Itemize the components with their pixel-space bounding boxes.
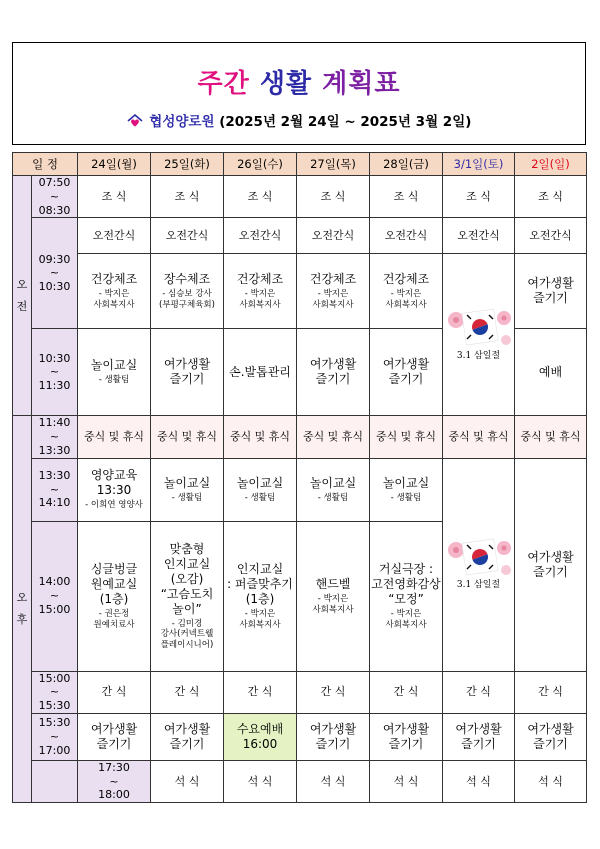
time-breakfast: 07:50 ~ 08:30 (32, 176, 78, 218)
row-dinner (13, 760, 587, 802)
header-day-tue: 25일(화) (151, 153, 224, 176)
cell-breakfast: 조 식 (78, 176, 151, 218)
cell-am-snack: 오전간식 (78, 218, 151, 254)
cell-am-snack: 오전간식 (515, 218, 587, 254)
cell-afternoon-sun: 여가생활 즐기기 (515, 458, 587, 671)
row-morning (13, 254, 587, 329)
cell-morning-wed: 건강체조 - 박지은 사회복지사 (224, 254, 297, 329)
cell-lunch: 중식 및 휴식 (151, 416, 224, 458)
cell-leisure: 여가생활 즐기기 (515, 713, 587, 760)
title-word-plan: 계획표 (322, 69, 401, 99)
header-day-mon: 24일(월) (78, 153, 151, 176)
subtitle (13, 110, 585, 130)
cell-snack: 간 식 (515, 671, 587, 713)
cell-am-snack: 오전간식 (224, 218, 297, 254)
cell-late-morning-wed: 손.발톱관리 (224, 329, 297, 416)
cell-dinner: 석 식 (515, 760, 587, 802)
cell-afternoon-thu: 핸드벨 - 박지은 사회복지사 (297, 521, 370, 671)
header-day-wed: 26일(수) (224, 153, 297, 176)
header-day-sat: 3/1일(토) (443, 153, 515, 176)
cell-am-snack: 오전간식 (443, 218, 515, 254)
time-afternoon: 14:00 ~ 15:00 (32, 521, 78, 671)
cell-morning-sun: 여가생활 즐기기 (515, 254, 587, 329)
cell-am-snack: 오전간식 (370, 218, 443, 254)
samiljeol-flag-image (444, 536, 514, 594)
cell-lunch: 중식 및 휴식 (78, 416, 151, 458)
cell-lunch: 중식 및 휴식 (443, 416, 515, 458)
cell-snack: 간 식 (370, 671, 443, 713)
cell-early-afternoon-mon: 영양교육 13:30 - 이희연 영양사 (78, 458, 151, 521)
page-title (13, 63, 585, 100)
cell-morning-tue: 장수체조 - 심승보 강사 (부평구체육회) (151, 254, 224, 329)
cell-early-afternoon-wed: 놀이교실 - 생활팀 (224, 458, 297, 521)
samiljeol-flag-image (444, 306, 514, 364)
cell-afternoon-tue: 맞춤형 인지교실 (오감) “고슴도치 놀이” - 김미경 강사(커넥트웰 플레이시니어) (151, 521, 224, 671)
holiday-label: 3.1 삼일절 (456, 580, 501, 591)
cell-afternoon-fri: 거실극장 : 고전영화감상 “모정” - 박지은 사회복지사 (370, 521, 443, 671)
cell-wednesday-service: 수요예배 16:00 (224, 713, 297, 760)
row-late-afternoon (13, 713, 587, 760)
cell-breakfast: 조 식 (515, 176, 587, 218)
period-evening-blank (32, 760, 78, 802)
cell-snack: 간 식 (224, 671, 297, 713)
cell-leisure: 여가생활 즐기기 (370, 713, 443, 760)
cell-leisure: 여가생활 즐기기 (443, 713, 515, 760)
date-range: (2025년 2월 24일 ~ 2025년 3월 2일) (219, 114, 472, 130)
cell-early-afternoon-tue: 놀이교실 - 생활팀 (151, 458, 224, 521)
row-lunch (13, 416, 587, 458)
cell-late-morning-tue: 여가생활 즐기기 (151, 329, 224, 416)
cell-lunch: 중식 및 휴식 (297, 416, 370, 458)
header-day-thu: 27일(목) (297, 153, 370, 176)
cell-snack: 간 식 (78, 671, 151, 713)
title-word-life: 생활 (259, 69, 313, 99)
cell-lunch: 중식 및 휴식 (515, 416, 587, 458)
cell-leisure: 여가생활 즐기기 (151, 713, 224, 760)
cell-lunch: 중식 및 휴식 (224, 416, 297, 458)
period-afternoon: 오 후 (13, 416, 32, 803)
cell-holiday-sat-pm (443, 458, 515, 671)
weekly-schedule-table (12, 152, 587, 803)
cell-morning-mon: 건강체조 - 박지은 사회복지사 (78, 254, 151, 329)
cell-afternoon-wed: 인지교실 : 퍼즐맞추기 (1층) - 박지은 사회복지사 (224, 521, 297, 671)
cell-snack: 간 식 (151, 671, 224, 713)
cell-am-snack: 오전간식 (151, 218, 224, 254)
header-day-sun: 2일(일) (515, 153, 587, 176)
time-snack: 15:00 ~ 15:30 (32, 671, 78, 713)
cell-late-morning-sun: 예배 (515, 329, 587, 416)
cell-breakfast: 조 식 (224, 176, 297, 218)
cell-breakfast: 조 식 (297, 176, 370, 218)
time-lunch: 11:40 ~ 13:30 (32, 416, 78, 458)
cell-breakfast: 조 식 (151, 176, 224, 218)
cell-holiday-sat-am (443, 254, 515, 416)
row-am-snack (13, 218, 587, 254)
home-heart-logo-icon (127, 114, 143, 128)
cell-afternoon-mon: 싱글벙글 원예교실 (1층) - 권은정 원예치료사 (78, 521, 151, 671)
organization-name: 협성양로원 (149, 114, 215, 130)
header-row (13, 153, 587, 176)
cell-lunch: 중식 및 휴식 (370, 416, 443, 458)
cell-snack: 간 식 (297, 671, 370, 713)
cell-late-morning-fri: 여가생활 즐기기 (370, 329, 443, 416)
cell-late-morning-mon: 놀이교실 - 생활팀 (78, 329, 151, 416)
title-box (12, 42, 586, 145)
cell-early-afternoon-fri: 놀이교실 - 생활팀 (370, 458, 443, 521)
title-word-weekly: 주간 (197, 69, 250, 99)
row-breakfast (13, 176, 587, 218)
cell-early-afternoon-thu: 놀이교실 - 생활팀 (297, 458, 370, 521)
cell-leisure: 여가생활 즐기기 (297, 713, 370, 760)
time-dinner: 17:30 ~ 18:00 (78, 760, 151, 802)
time-early-afternoon: 13:30 ~ 14:10 (32, 458, 78, 521)
cell-breakfast: 조 식 (370, 176, 443, 218)
header-period: 일 정 (13, 153, 78, 176)
cell-late-morning-thu: 여가생활 즐기기 (297, 329, 370, 416)
cell-morning-thu: 건강체조 - 박지은 사회복지사 (297, 254, 370, 329)
cell-leisure: 여가생활 즐기기 (78, 713, 151, 760)
cell-dinner: 석 식 (297, 760, 370, 802)
cell-dinner: 석 식 (370, 760, 443, 802)
cell-morning-fri: 건강체조 - 박지은 사회복지사 (370, 254, 443, 329)
cell-dinner: 석 식 (224, 760, 297, 802)
period-morning: 오 전 (13, 176, 32, 416)
time-late-morning: 10:30 ~ 11:30 (32, 329, 78, 416)
time-late-afternoon: 15:30 ~ 17:00 (32, 713, 78, 760)
cell-am-snack: 오전간식 (297, 218, 370, 254)
holiday-label: 3.1 삼일절 (456, 350, 501, 361)
row-early-afternoon (13, 458, 587, 521)
time-morning: 09:30 ~ 10:30 (32, 218, 78, 329)
row-snack (13, 671, 587, 713)
cell-dinner: 석 식 (151, 760, 224, 802)
header-day-fri: 28일(금) (370, 153, 443, 176)
cell-dinner: 석 식 (443, 760, 515, 802)
cell-breakfast: 조 식 (443, 176, 515, 218)
cell-snack: 간 식 (443, 671, 515, 713)
